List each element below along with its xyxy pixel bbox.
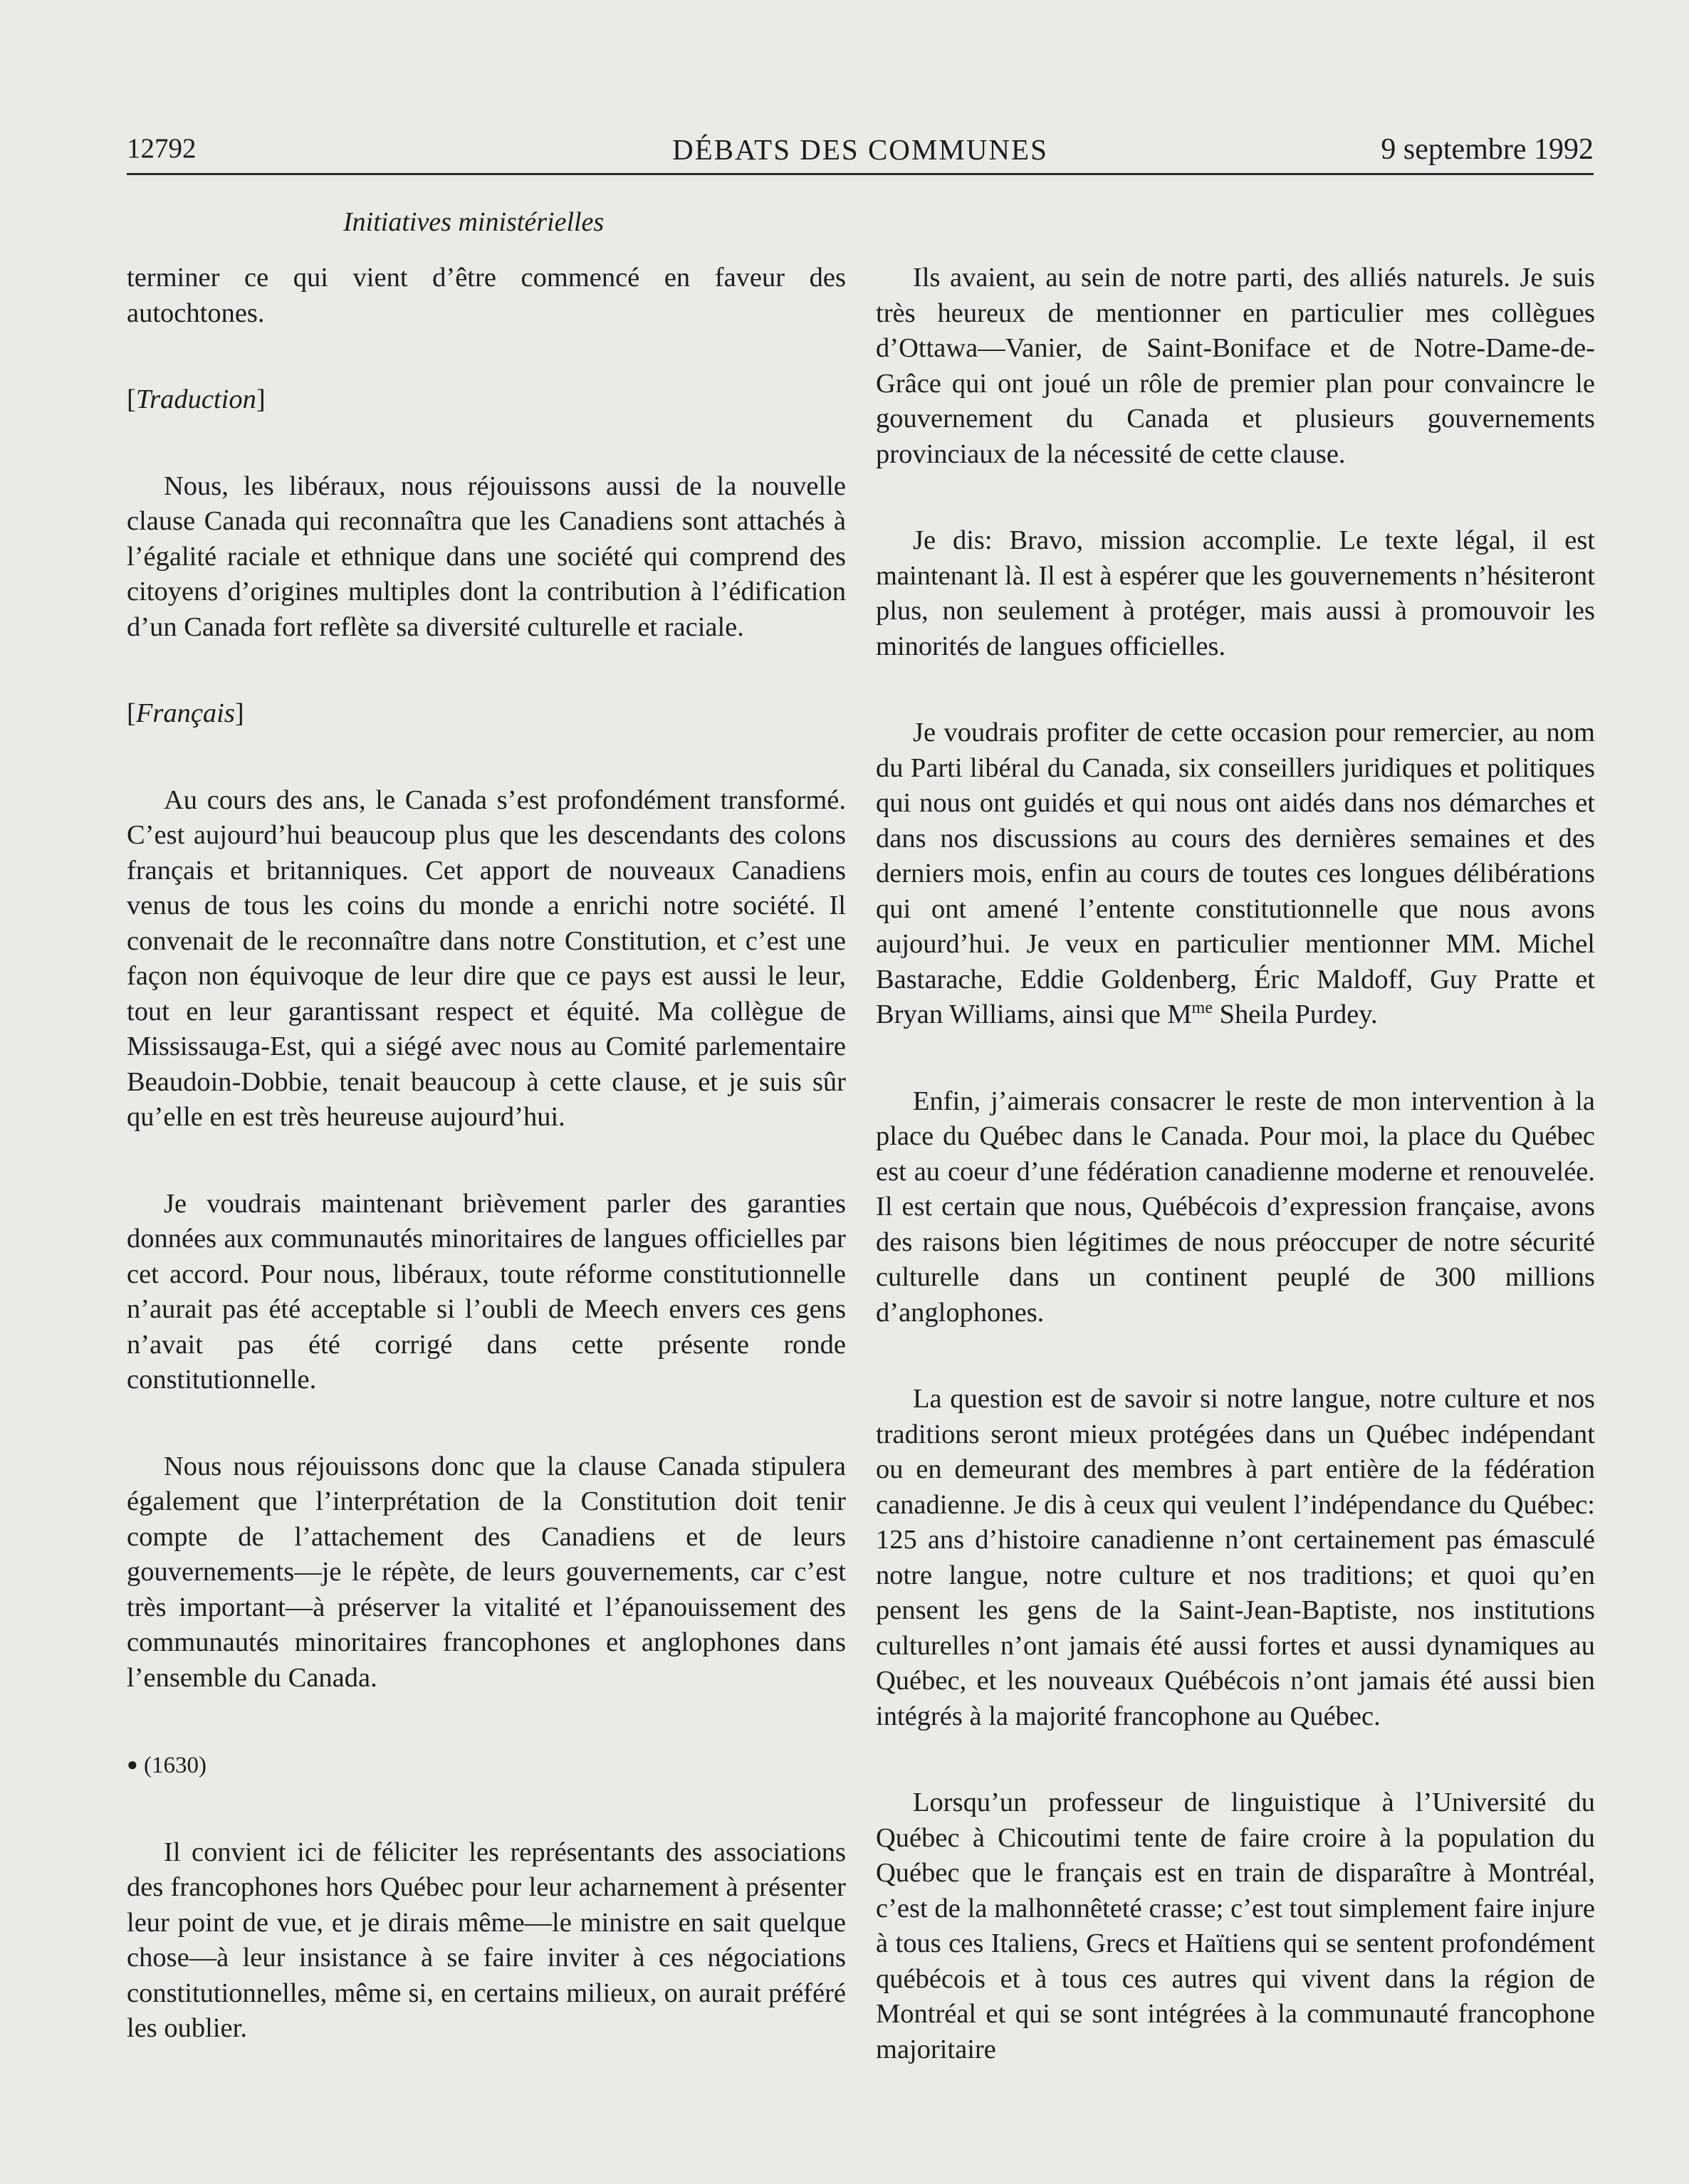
page-header xyxy=(127,132,1594,175)
paragraph: Au cours des ans, le Canada s’est profondément transformé. C’est aujourd’hui beaucoup plus que les descendants des colons français et britanniques. Cet apport de nouveaux Canadiens venus de tous les coins du monde a enrichi notre société. Il convenait de le reconnaître dans notre Constitution, et c’est une façon non équivoque de leur dire que ce pays est aussi le leur, tout en leur garantissant respect et équité. Ma collègue de Mississauga-Est, qui a siégé avec nous au Comité parlementaire Beaudoin-Dobbie, tenait beaucoup à cette clause, et je suis sûr qu’elle en est très heureuse aujourd’hui. xyxy=(127,784,846,1132)
section-label: Initiatives ministérielles xyxy=(343,207,605,237)
timestamp: ● (1630) xyxy=(127,1753,206,1778)
bullet-icon: ● xyxy=(127,1754,138,1775)
paragraph: terminer ce qui vient d’être commencé en faveur des autochtones. xyxy=(127,263,846,328)
paragraph: Nous, les libéraux, nous réjouissons aussi de la nouvelle clause Canada qui reconnaîtra que les Canadiens sont attachés à l’égalité raciale et ethnique dans une société qui comprend des citoyens d’origines multiples dont la contribution à l’édification d’un Canada fort reflète sa diversité culturelle et raciale. xyxy=(127,471,846,642)
header-rule xyxy=(127,173,1594,175)
paragraph: Il convient ici de féliciter les représentants des associations des francophones hors Québec pour leur acharnement à présenter leur point de vue, et je dirais même—le ministre en sait quelque chose—à leur insistance à se faire inviter à ces négociations constitutionnelles, même si, en certains milieux, on aurait préféré les oublier. xyxy=(127,1837,846,2043)
page-number: 12792 xyxy=(127,133,197,164)
right-column xyxy=(876,261,1595,2067)
paragraph: Je dis: Bravo, mission accomplie. Le texte légal, il est maintenant là. Il est à espérer que les gouvernements n’hésiteront plus, non seulement à protéger, mais aussi à promouvoir les minorités de langues officielles. xyxy=(876,525,1595,661)
paragraph: Nous nous réjouissons donc que la clause Canada stipulera également que l’interprétation de la Constitution doit tenir compte de l’attachement des Canadiens et de leurs gouvernements—je le répète, de leurs gouvernements, car c’est très important—à préserver la vitalité et l’épanouissement des communautés minoritaires francophones et anglophones dans l’ensemble du Canada. xyxy=(127,1451,846,1693)
language-marker: [Français] xyxy=(127,698,244,728)
paragraph: Je voudrais profiter de cette occasion pour remercier, au nom du Parti libéral du Canada, six conseillers juridiques et politiques qui nous ont guidés et qui nous ont aidés dans nos démarches et dans nos discussions au cours des dernières semaines et des derniers mois, enfin au cours de toutes ces longues délibérations qui ont amené l’entente constitutionnelle que nous avons aujourd’hui. Je veux en particulier mentionner MM. Michel Bastarache, Eddie Goldenberg, Éric Maldoff, Guy Pratte et Bryan Williams, ainsi que $M^{me}$ Sheila Purdey. xyxy=(876,718,1595,1029)
paragraph: Lorsqu’un professeur de linguistique à l’Université du Québec à Chicoutimi tente de faire croire à la population du Québec que le français est en train de disparaître à Montréal, c’est de la malhonnêteté crasse; c’est tout simplement faire injure à tous ces Italiens, Grecs et Haïtiens qui se sentent profondément québécois et à tous ces autres qui vivent dans la région de Montréal et qui se sont intégrées à la communauté francophone majoritaire xyxy=(876,1787,1595,2064)
sitting-date: 9 septembre 1992 xyxy=(1381,133,1594,166)
paragraph: La question est de savoir si notre langue, notre culture et nos traditions seront mieux protégées dans un Québec indépendant ou en demeurant des membres à part entière de la fédération canadienne. Je dis à ceux qui veulent l’indépendance du Québec: 125 ans d’histoire canadienne n’ont certainement pas émasculé notre langue, notre culture et nos traditions; et quoi qu’en pensent les gens de la Saint-Jean-Baptiste, nos institutions culturelles n’ont jamais été aussi fortes et aussi dynamiques au Québec, et les nouveaux Québécois n’ont jamais été aussi bien intégrés à la majorité francophone au Québec. xyxy=(876,1384,1595,1731)
paragraph: Ils avaient, au sein de notre parti, des alliés naturels. Je suis très heureux de mentionner en particulier mes collègues d’Ottawa—Vanier, de Saint-Boniface et de Notre-Dame-de-Grâce qui ont joué un rôle de premier plan pour convaincre le gouvernement du Canada et plusieurs gouvernements provinciaux de la nécessité de cette clause. xyxy=(876,263,1595,469)
publication-title: DÉBATS DES COMMUNES xyxy=(672,133,1048,166)
paragraph: Enfin, j’aimerais consacrer le reste de mon intervention à la place du Québec dans le Canada. Pour moi, la place du Québec est au coeur d’une fédération canadienne moderne et renouvelée. Il est certain que nous, Québécois d’expression française, avons des raisons bien légitimes de nous préoccuper de notre sécurité culturelle dans un continent peuplé de 300 millions d’anglophones. xyxy=(876,1086,1595,1328)
translation-marker: [Traduction] xyxy=(127,384,266,414)
left-column xyxy=(127,261,846,2047)
paragraph: Je voudrais maintenant brièvement parler des garanties données aux communautés minoritaires de langues officielles par cet accord. Pour nous, libéraux, toute réforme constitutionnelle n’aurait pas été acceptable si l’oubli de Meech envers ces gens n’avait pas été corrigé dans cette présente ronde constitutionnelle. xyxy=(127,1188,846,1395)
